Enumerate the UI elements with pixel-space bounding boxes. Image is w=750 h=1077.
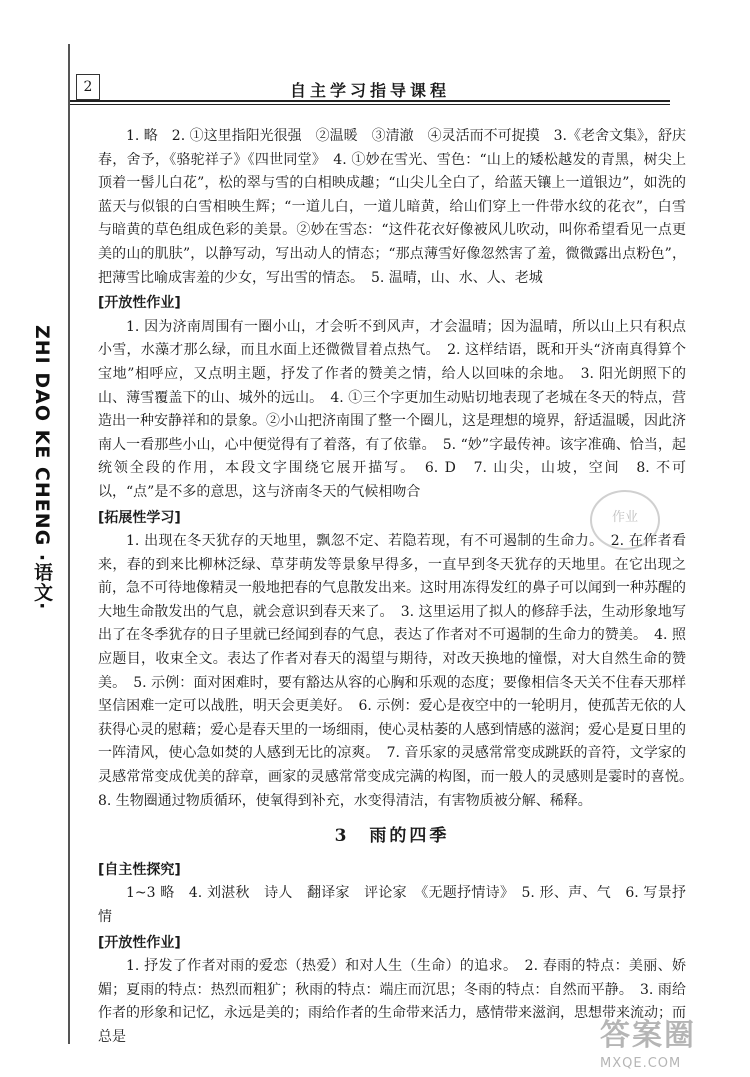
answer-paragraph: 1. 抒发了作者对雨的爱恋（热爱）和对人生（生命）的追求。 2. 春雨的特点：美丽、娇媚；夏雨的特点：热烈而粗犷；秋雨的特点：端庄而沉思；冬雨的特点：自然而平静。 3. 雨给作者的形象和记忆，永远是美的；雨给作者的生命带来活力，感情带来滋润，思想带来流动；而总是 [98,958,686,1045]
answer-paragraph: 1. 略 2. ①这里指阳光很强 ②温暖 ③清澈 ④灵活而不可捉摸 3.《老舍文集》，舒庆春，舍予，《骆驼祥子》《四世同堂》 4. ①妙在雪光、雪色：“山上的矮松越发的青黑，树尖上顶着一髻儿白花”，松的翠与雪的白相映成趣；“山尖儿全白了，给蓝天镶上一道银边”，如洗的蓝天与似银的白雪相映生辉；“一道儿白，一道儿暗黄，给山们穿上一件带水纹的花衣”，白雪与暗黄的草色组成色彩的美景。②妙在雪态：“这件花衣好像被风儿吹动，叫你希望看见一点更美的山的肌肤”，以静写动，写出动人的情态；“那点薄雪好像忽然害了羞，微微露出点粉色”，把薄雪比喻成害羞的少女，写出雪的情态。 5. 温晴，山、水、人、老城 [98,128,686,286]
section-tag-extended-study: [拓展性学习] [98,509,181,526]
watermark-logo [600,1010,740,1070]
watermark-logo-url: MXQE.COM [600,1056,682,1071]
watermark-logo-text: 答案圈 [600,1018,696,1053]
answer-paragraph: 1. 因为济南周围有一圈小山，才会听不到风声，才会温晴；因为温晴，所以山上只有积点小雪，水藻才那么绿，而且水面上还微微冒着点热气。 2. 这样结语，既和开头“济南真得算个宝地”相呼应，又点明主题，抒发了作者的赞美之情，给人以回味的余地。 3. 阳光朗照下的山、薄雪覆盖下的山、城外的远山。 4. ①三个字更加生动贴切地表现了老城在冬天的特点，营造出一种安静祥和的景象。②小山把济南围了整一个圈儿，这是理想的境界，舒适温暖，因此济南人一看那些小山，心中便觉得有了着落，有了依靠。 5. “妙”字最传神。该字准确、恰当，起统领全段的作用，本段文字围绕它展开描写。 6. D 7. 山尖，山坡，空间 8. 不可以，“点”是不多的意思，这与济南冬天的气候相吻合 [98,318,686,500]
answer-paragraph: 1. 出现在冬天犹存的天地里，飘忽不定、若隐若现，有不可遏制的生命力。 2. 在作者看来，春的到来比柳林泛绿、草芽萌发等景象早得多，一直早到冬天犹存的天地里。在它出现之前，急不可待地像精灵一般地把春的气息散发出来。这时用冻得发红的鼻子可以闻到一种苏醒的大地生命散发出的气息，就会意识到春天来了。 3. 这里运用了拟人的修辞手法，生动形象地写出了在冬季犹存的日子里就已经闻到春的气息，表达了作者对不可遏制的生命力的赞美。 4. 照应题目，收束全文。表达了作者对春天的渴望与期待，对改天换地的憧憬，对大自然生命的赞美。 5. 示例：面对困难时，要有豁达从容的心胸和乐观的态度；要像相信冬天关不住春天那样坚信困难一定可以战胜，明天会更美好。 6. 示例：爱心是夜空中的一轮明月，使孤苦无依的人获得心灵的慰藉；爱心是春天里的一场细雨，使心灵枯萎的人感到情感的滋润；爱心是夏日里的一阵清风，使心急如焚的人感到无比的凉爽。 7. 音乐家的灵感常常变成跳跃的音符，文学家的灵感常常变成优美的辞章，画家的灵感常常变成完满的构图，而一般人的灵感则是霎时的喜悦。 8. 生物圈通过物质循环，使氧得到补充，水变得清洁，有害物质被分解、稀释。 [98,533,700,809]
answer-paragraph: 1~3 略 4. 刘湛秋 诗人 翻译家 评论家 《无题抒情诗》 5. 形、声、气 6. 写景抒情 [98,885,686,925]
section-tag-open-homework: [开放性作业] [98,295,181,312]
section-tag-self-inquiry: [自主性探究] [98,861,181,878]
page-number: 2 [76,74,100,100]
header-rule [70,100,670,102]
left-margin-rule [68,44,70,1044]
answer-content [98,125,700,1050]
chapter-title: 3 雨的四季 [334,826,450,847]
header-rule-thin [70,104,670,105]
page-header-title: 自主学习指导课程 [290,81,451,100]
side-course-label: ZHI DAO KE CHENG ·语文· [31,325,53,611]
watermark-stamp: 作业 [590,490,660,550]
section-tag-open-homework: [开放性作业] [98,934,181,951]
